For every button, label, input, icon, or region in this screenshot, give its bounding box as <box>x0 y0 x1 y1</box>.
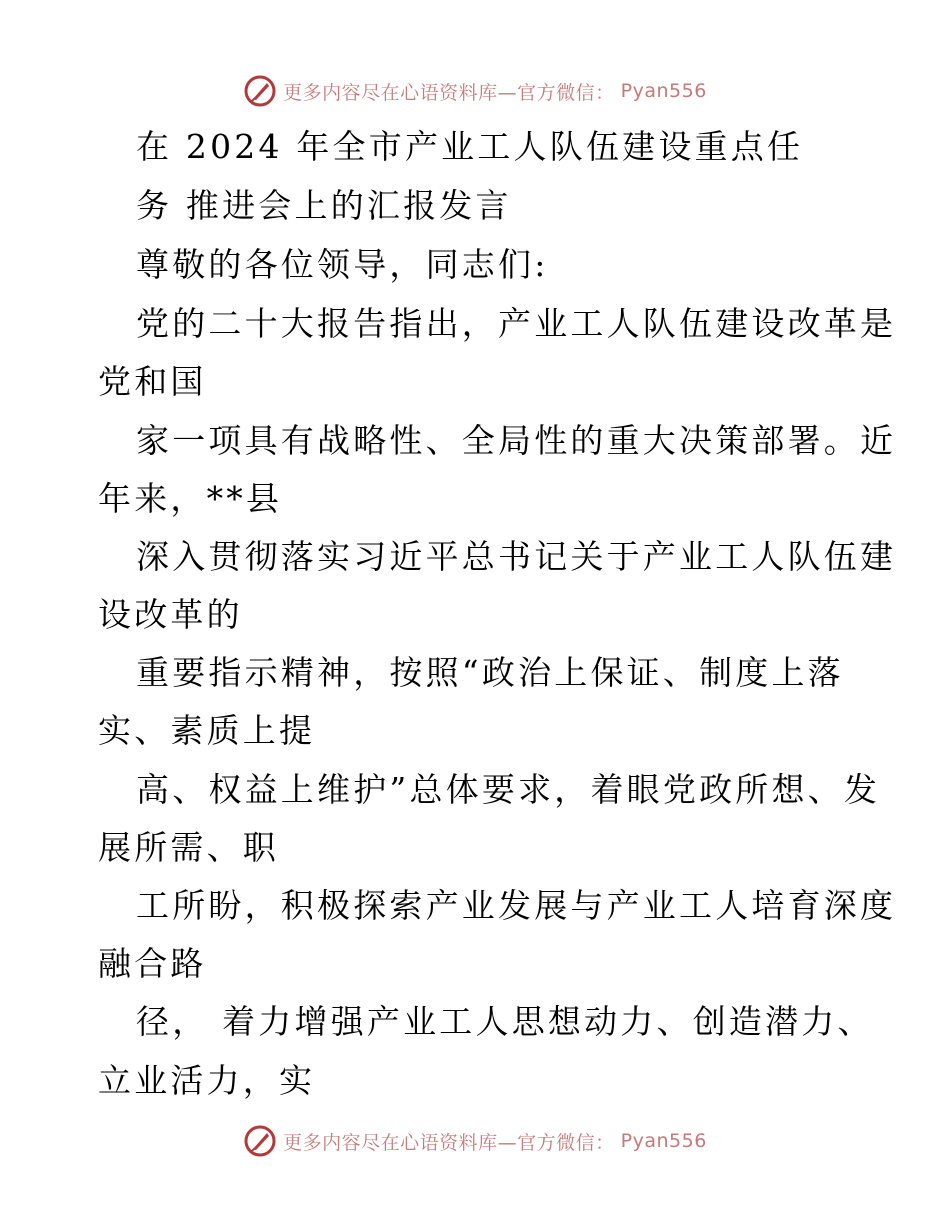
paragraph-line: 党和国 <box>98 362 207 401</box>
paragraph-line: 径， 着力增强产业工人思想动力、创造潜力、 <box>136 1002 874 1041</box>
watermark-wechat-id: Pyan556 <box>620 80 707 102</box>
quill-circle-icon <box>243 1124 277 1158</box>
title-line-1: 在 2024 年全市产业工人队伍建设重点任 <box>136 127 804 166</box>
paragraph-line: 深入贯彻落实习近平总书记关于产业工人队伍建 <box>136 537 897 576</box>
watermark-wechat-id: Pyan556 <box>620 1130 707 1152</box>
watermark-text: 更多内容尽在心语资料库—官方微信： <box>283 81 615 104</box>
footer-watermark <box>0 1123 950 1159</box>
paragraph-line: 年来，**县 <box>98 479 283 518</box>
title-line-2: 务 推进会上的汇报发言 <box>136 186 512 225</box>
paragraph-line: 重要指示精神，按照“政治上保证、制度上落 <box>136 653 844 692</box>
paragraph-line: 设改革的 <box>98 595 243 634</box>
paragraph-line: 高、权益上维护”总体要求，着眼党政所想、发 <box>136 770 881 809</box>
watermark-text: 更多内容尽在心语资料库—官方微信： <box>283 1131 615 1154</box>
paragraph-line: 党的二十大报告指出，产业工人队伍建设改革是 <box>136 304 897 343</box>
paragraph-line: 融合路 <box>98 944 207 983</box>
paragraph-line: 实、素质上提 <box>98 711 316 750</box>
paragraph-line: 立业活力，实 <box>98 1061 316 1100</box>
paragraph-line: 展所需、职 <box>98 828 279 867</box>
paragraph-line: 工所盼，积极探索产业发展与产业工人培育深度 <box>136 886 897 925</box>
salutation: 尊敬的各位领导，同志们: <box>136 245 549 284</box>
paragraph-line: 家一项具有战略性、全局性的重大决策部署。近 <box>136 421 897 460</box>
